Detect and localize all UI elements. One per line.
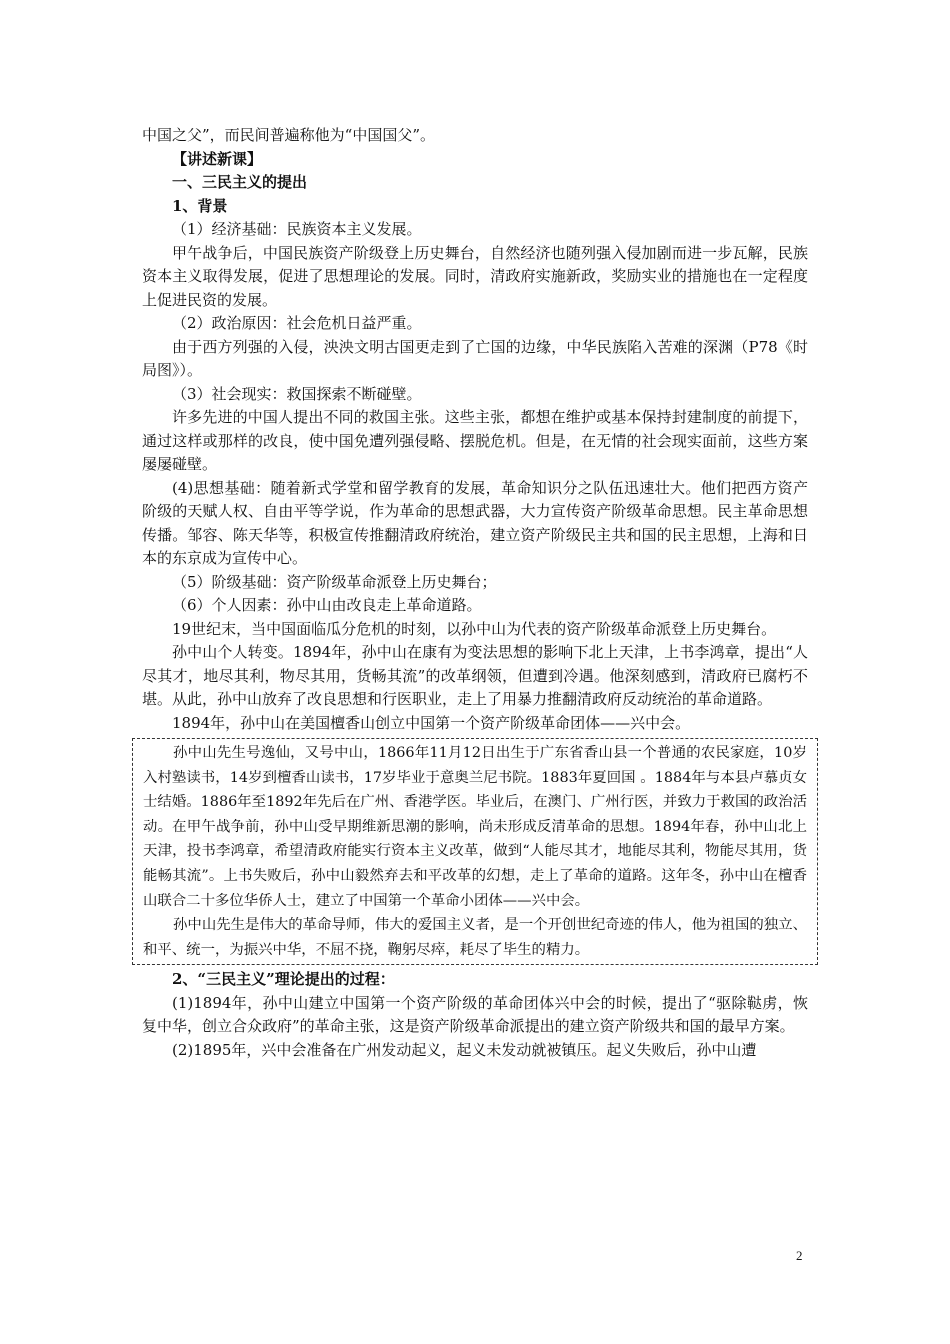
- section-heading: 一、三民主义的提出: [172, 173, 308, 191]
- paragraph: (2)1895年，兴中会准备在广州发动起义，起义未发动就被镇压。起义失败后，孙中山遭: [172, 1040, 757, 1059]
- section-heading: 1、背景: [172, 196, 228, 215]
- paragraph: 甲午战争后，中国民族资产阶级登上历史舞台，自然经济也随列强入侵加剧而进一步瓦解，民族资本主义取得发展，促进了思想理论的发展。同时，清政府实施新政，奖励实业的措施也在一定程度上促进民资的发展。: [142, 243, 808, 309]
- paragraph: （5）阶级基础：资产阶级革命派登上历史舞台；: [172, 572, 497, 591]
- paragraph: （1）经济基础：民族资本主义发展。: [172, 220, 422, 238]
- paragraph: 孙中山先生是伟大的革命导师，伟大的爱国主义者，是一个开创世纪奇迹的伟人，他为祖国的独立、和平、统一，为振兴中华，不屈不挠，鞠躬尽瘁，耗尽了毕生的精力。: [143, 917, 807, 958]
- paragraph: 由于西方列强的入侵，泱泱文明古国更走到了亡国的边缘，中华民族陷入苦难的深渊（P78《时局图》）。: [142, 337, 808, 379]
- paragraph: （6）个人因素：孙中山由改良走上革命道路。: [172, 596, 482, 614]
- top-section: [142, 124, 808, 735]
- document-body: [142, 124, 808, 1062]
- paragraph: （2）政治原因：社会危机日益严重。: [172, 314, 422, 332]
- paragraph: （3）社会现实：救国探索不断碰壁。: [172, 384, 422, 403]
- paragraph: (4)思想基础：随着新式学堂和留学教育的发展，革命知识分之队伍迅速壮大。他们把西方资产阶级的天赋人权、自由平等学说，作为革命的思想武器，大力宣传资产阶级革命思想。民主革命思想传播。邹容、陈天华等，积极宣传推翻清政府统治，建立资产阶级民主共和国的民主思想，上海和日本的东京成为宣传中心。: [142, 478, 808, 567]
- paragraph: 孙中山先生号逸仙，又号中山，1866年11月12日出生于广东省香山县一个普通的农民家庭，10岁入村塾读书，14岁到檀香山读书，17岁毕业于意奥兰尼书院。1883年夏回国 。1884年与本县卢慕贞女士结婚。1886年至1892年先后在广州、香港学医。毕业后，在澳门、广州行医，并致力于救国的政治活动。在甲午战争前，孙中山受早期维新思潮的影响，尚未形成反清革命的思想。1894年春，孙中山北上天津，投书李鸿章，希望清政府能实行资本主义改革，做到“人能尽其才，地能尽其利，物能尽其用，货能畅其流”。上书失败后，孙中山毅然弃去和平改革的幻想，走上了革命的道路。这年冬，孙中山在檀香山联合二十多位华侨人士，建立了中国第一个革命小团体——兴中会。: [143, 745, 807, 909]
- paragraph: 1894年，孙中山在美国檀香山创立中国第一个资产阶级革命团体——兴中会。: [172, 713, 691, 732]
- paragraph: (1)1894年，孙中山建立中国第一个资产阶级的革命团体兴中会的时候，提出了“驱除鞑虏，恢复中华，创立合众政府”的革命主张，这是资产阶级革命派提出的建立资产阶级共和国的最早方案。: [142, 993, 808, 1036]
- paragraph: 中国之父”，而民间普遍称他为“中国国父”。: [142, 126, 436, 144]
- page-number: 2: [796, 1248, 803, 1263]
- paragraph: 许多先进的中国人提出不同的救国主张。这些主张，都想在维护或基本保持封建制度的前提下，通过这样或那样的改良，使中国免遭列强侵略、摆脱危机。但是，在无情的社会现实面前，这些方案屡屡碰壁。: [142, 408, 808, 473]
- section-heading: 2、“三民主义”理论提出的过程：: [172, 970, 395, 989]
- section-heading: 【讲述新课】: [172, 149, 263, 168]
- biography-box: [132, 738, 818, 965]
- paragraph: 19世纪末，当中国面临瓜分危机的时刻，以孙中山为代表的资产阶级革命派登上历史舞台。: [172, 619, 777, 638]
- bottom-section: [142, 968, 808, 1062]
- paragraph: 孙中山个人转变。1894年，孙中山在康有为变法思想的影响下北上天津，上书李鸿章，提出“人尽其才，地尽其利，物尽其用，货畅其流”的改革纲领，但遭到冷遇。他深刻感到，清政府已腐朽不堪。从此，孙中山放弃了改良思想和行医职业，走上了用暴力推翻清政府反动统治的革命道路。: [142, 643, 808, 708]
